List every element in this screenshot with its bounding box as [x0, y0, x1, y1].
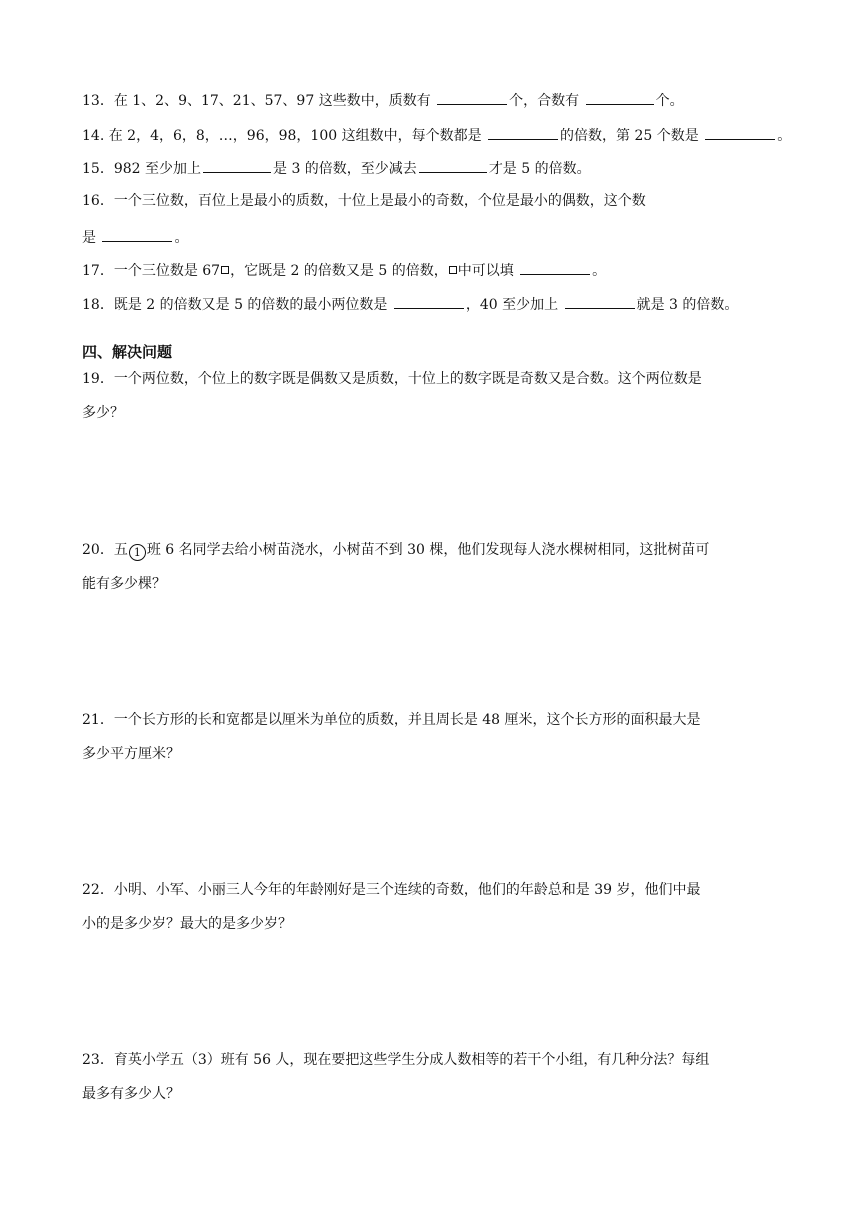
- q22-text-l1: 22．小明、小军、小丽三人今年的年龄刚好是三个连续的奇数，他们的年龄总和是 39 岁，他们中最: [82, 882, 701, 898]
- q20-text-b: 班 6 名同学去给小树苗浇水，小树苗不到 30 棵，他们发现每人浇水棵树相同，这批树苗可: [146, 542, 710, 558]
- question-19-line2: [82, 404, 124, 422]
- q13-text-c: 个。: [655, 93, 684, 109]
- question-21-line1: [82, 711, 701, 729]
- question-20-line1: [82, 541, 709, 561]
- q18-text-a: 18．既是 2 的倍数又是 5 的倍数的最小两位数是: [82, 297, 388, 313]
- question-23-line1: [82, 1051, 709, 1069]
- q20-text-a: 20．五: [82, 542, 128, 558]
- question-20-line2: [82, 575, 166, 593]
- answer-blank[interactable]: [488, 125, 558, 140]
- q13-text-b: 个，合数有: [509, 93, 580, 109]
- answer-blank[interactable]: [565, 294, 635, 309]
- question-17: [82, 260, 606, 280]
- answer-blank[interactable]: [520, 260, 590, 275]
- q18-text-c: 就是 3 的倍数。: [636, 297, 739, 313]
- q16-text-a: 16．一个三位数，百位上是最小的质数，十位上是最小的奇数，个位是最小的偶数，这个数: [82, 193, 646, 209]
- question-18: [82, 294, 738, 314]
- question-15: [82, 158, 591, 178]
- answer-blank[interactable]: [419, 158, 487, 173]
- q21-text-l1: 21．一个长方形的长和宽都是以厘米为单位的质数，并且周长是 48 厘米，这个长方形的面积最大是: [82, 712, 701, 728]
- q13-text-a: 13．在 1、2、9、17、21、57、97 这些数中，质数有: [82, 93, 431, 109]
- question-23-line2: [82, 1085, 180, 1103]
- square-box-icon: [449, 266, 457, 274]
- answer-blank[interactable]: [437, 90, 507, 105]
- answer-blank[interactable]: [705, 125, 775, 140]
- section-heading: 四、解决问题: [82, 343, 173, 361]
- question-22-line2: [82, 915, 292, 933]
- q20-text-l2: 能有多少棵？: [82, 576, 166, 592]
- q17-text-a: 17．一个三位数是 67: [82, 263, 221, 279]
- q14-text-a: 14. 在 2，4，6，8，…，96，98，100 这组数中，每个数都是: [82, 128, 482, 144]
- q23-text-l1: 23．育英小学五（3）班有 56 人，现在要把这些学生分成人数相等的若干个小组，有几种分法？每组: [82, 1052, 710, 1068]
- q19-text-l2: 多少？: [82, 405, 124, 421]
- q18-text-b: ，40 至少加上: [465, 297, 559, 313]
- circled-number: 1: [129, 544, 146, 561]
- q19-text-l1: 19．一个两位数，个位上的数字既是偶数又是质数，十位上的数字既是奇数又是合数。这个两位数是: [82, 371, 702, 387]
- q15-text-c: 才是 5 的倍数。: [488, 161, 591, 177]
- question-19-line1: [82, 370, 702, 388]
- q15-text-b: 是 3 的倍数，至少减去: [273, 161, 417, 177]
- question-14: [82, 125, 791, 145]
- q17-text-d: 。: [592, 263, 607, 279]
- question-13: [82, 90, 684, 110]
- question-21-line2: [82, 745, 180, 763]
- q17-text-b: ，它既是 2 的倍数又是 5 的倍数，: [230, 263, 448, 279]
- answer-blank[interactable]: [586, 90, 654, 105]
- q21-text-l2: 多少平方厘米？: [82, 746, 180, 762]
- q16-text-c: 。: [174, 230, 189, 246]
- question-16-line2: [82, 227, 188, 247]
- q15-text-a: 15．982 至少加上: [82, 161, 201, 177]
- q22-text-l2: 小的是多少岁？最大的是多少岁？: [82, 916, 292, 932]
- answer-blank[interactable]: [102, 227, 172, 242]
- question-22-line1: [82, 881, 701, 899]
- q14-text-c: 。: [777, 128, 792, 144]
- q16-text-b: 是: [82, 230, 96, 246]
- q17-text-c: 中可以填: [457, 263, 514, 279]
- answer-blank[interactable]: [394, 294, 464, 309]
- question-16-line1: [82, 192, 646, 210]
- q23-text-l2: 最多有多少人？: [82, 1086, 180, 1102]
- square-box-icon: [221, 266, 229, 274]
- answer-blank[interactable]: [203, 158, 271, 173]
- q14-text-b: 的倍数，第 25 个数是: [560, 128, 699, 144]
